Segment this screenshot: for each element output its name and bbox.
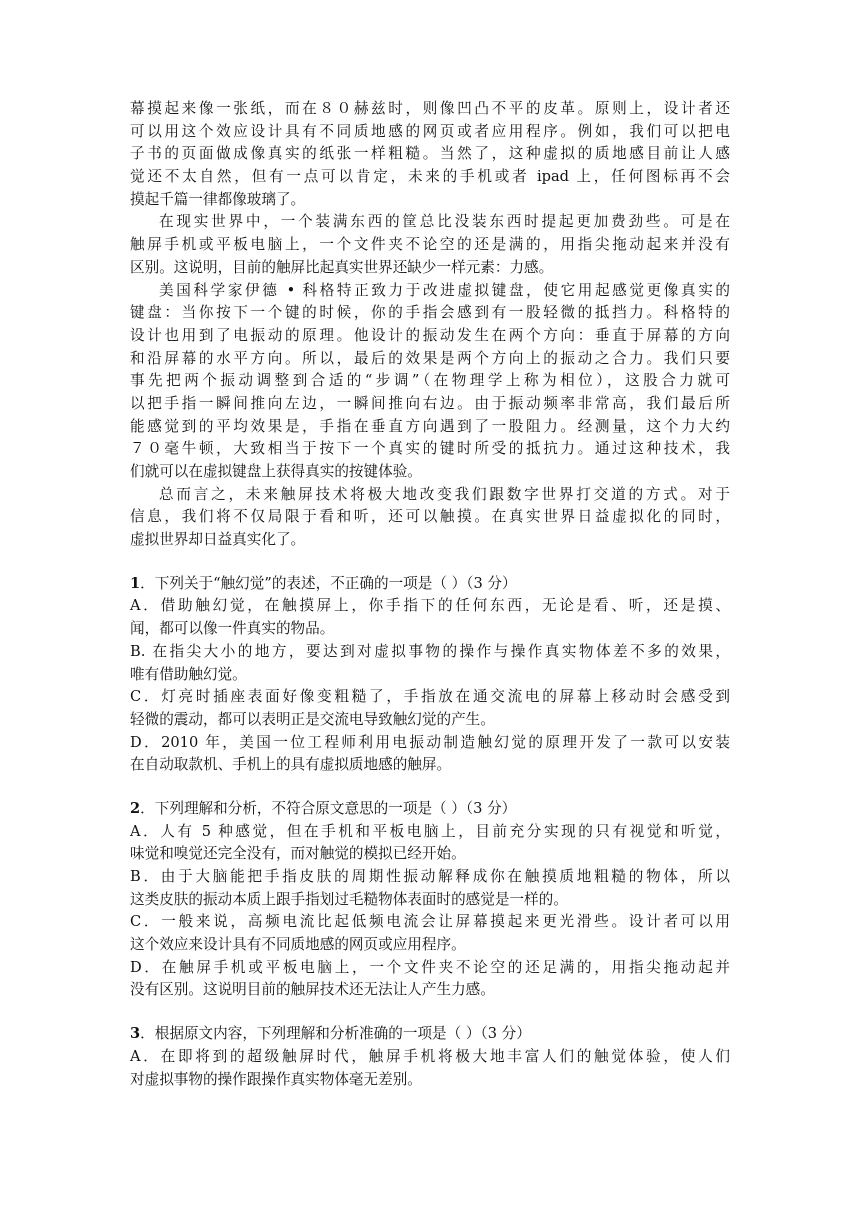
section-gap — [130, 777, 730, 798]
passage-line: 在现实世界中，一个装满东西的筐总比没装东西时提起更加费劲些。可是在 — [159, 213, 730, 231]
option-line: B. 在指尖大小的地方，要达到对虚拟事物的操作与操作真实物体差不多的效果， — [130, 642, 730, 660]
passage-line: 事先把两个振动调整到合适的“步调”（在物理学上称为相位），这股合力就可 — [130, 372, 730, 390]
question-number: 1 — [130, 574, 141, 592]
section-gap — [130, 1002, 730, 1023]
passage-line: 子书的页面做成像真实的纸张一样粗糙。当然了，这种虚拟的质地感目前让人感 — [130, 145, 730, 163]
option-line: B．由于大脑能把手指皮肤的周期性振动解释成你在触摸质地粗糙的物体，所以 — [130, 868, 730, 885]
passage-line: 美国科学家伊德 • 科格特正致力于改进虚拟键盘，使它用起感觉更像真实的 — [159, 281, 730, 299]
question-2 — [130, 798, 730, 1002]
question-stem-text: ．根据原文内容，下列理解和分析准确的一项是（ ）（3 分） — [140, 1025, 531, 1043]
option-line: 没有区别。这说明目前的触屏技术还无法让人产生力感。 — [130, 981, 495, 999]
option-line: A．在即将到的超级触屏时代，触屏手机将极大地丰富人们的触觉体验，使人们 — [130, 1047, 730, 1065]
question-1 — [130, 573, 730, 777]
section-gap — [130, 552, 730, 573]
option-line: A．借助触幻觉，在触摸屏上，你手指下的任何东西，无论是看、听，还是摸、 — [130, 597, 730, 615]
passage-line: 们就可以在虚拟键盘上获得真实的按键体验。 — [130, 463, 422, 480]
passage-paragraph-1 — [130, 98, 730, 211]
question-number: 3 — [130, 1025, 141, 1043]
passage-line: 虚拟世界却日益真实化了。 — [130, 531, 306, 549]
option-line: 对虚拟事物的操作跟操作真实物体毫无差别。 — [130, 1070, 422, 1088]
option-line: D．在触屏手机或平板电脑上，一个文件夹不论空的还足满的，用指尖拖动起并 — [130, 958, 730, 976]
option-line: A．人有 5 种感觉，但在手机和平板电脑上，目前充分实现的只有视觉和听觉， — [130, 822, 730, 840]
question-stem-text: ．下列关于“触幻觉”的表述，不正确的一项是（ ）（3 分） — [140, 574, 517, 592]
passage-line: ７０毫牛顿，大致相当于按下一个真实的键时所受的抵抗力。通过这种技术，我 — [130, 440, 730, 458]
option-line: D．2010 年，美国一位工程师利用电振动制造触幻觉的原理开发了一款可以安装 — [130, 733, 730, 751]
passage-line: 区别。这说明，目前的触屏比起真实世界还缺少一样元素：力感。 — [130, 258, 554, 276]
passage-line: 和沿屏幕的水平方向。所以，最后的效果是两个方向上的振动之合力。我们只要 — [130, 349, 730, 367]
question-stem — [130, 798, 730, 821]
option-line: C．一般来说，高频电流比起低频电流会让屏幕摸起来更光滑些。设计者可以用 — [130, 913, 730, 931]
question-stem — [130, 1023, 730, 1046]
passage-line: 以把手指一瞬间推向左边，一瞬间推向右边。由于振动频率非常高，我们最后所 — [130, 394, 730, 412]
question-stem-text: ．下列理解和分析，不符合原文意思的一项是（ ）（3 分） — [140, 799, 517, 817]
option-line: 味觉和嗅觉还完全没有，而对触觉的模拟已经开始。 — [130, 845, 466, 863]
passage-line: 能感觉到的平均效果是，手指在垂直方向遇到了一股阻力。经测量，这个力大约 — [130, 417, 730, 435]
question-number: 2 — [130, 799, 141, 817]
passage-line: 信息，我们将不仅局限于看和听，还可以触摸。在真实世界日益虚拟化的同时， — [130, 508, 730, 526]
passage-line: 总而言之，未来触屏技术将极大地改变我们跟数字世界打交道的方式。对于 — [159, 485, 730, 503]
passage-line: 键盘：当你按下一个键的时候，你的手指会感到有一股轻微的抵挡力。科格特的 — [130, 304, 730, 322]
passage-line: 设计也用到了电振动的原理。他设计的振动发生在两个方向：垂直于屏幕的方向 — [130, 326, 730, 344]
option-line: 这类皮肤的振动本质上跟手指划过毛糙物体表面时的感觉是一样的。 — [130, 890, 568, 908]
option-line: 唯有借助触幻觉。 — [130, 665, 247, 683]
question-3 — [130, 1023, 730, 1091]
option-line: 轻微的震动，都可以表明正是交流电导致触幻觉的产生。 — [130, 710, 495, 728]
passage-line: 摸起千篇一律都像玻璃了。 — [130, 190, 306, 208]
passage-line: 触屏手机或平板电脑上，一个文件夹不论空的还是满的，用指尖拖动起来并没有 — [130, 236, 730, 254]
document-page — [130, 98, 730, 1091]
option-line: C．灯亮时插座表面好像变粗糙了，手指放在通交流电的屏幕上移动时会感受到 — [130, 688, 730, 706]
option-line: 闻，都可以像一件真实的物品。 — [130, 620, 335, 638]
passage-line: 可以用这个效应设计具有不同质地感的网页或者应用程序。例如，我们可以把电 — [130, 122, 730, 140]
passage-line: 幕摸起来像一张纸，而在８０赫兹时，则像凹凸不平的皮革。原则上，设计者还 — [130, 100, 730, 117]
passage-line: 觉还不太自然，但有一点可以肯定，未来的手机或者 ipad 上，任何图标再不会 — [130, 168, 730, 186]
option-line: 这个效应来设计具有不同质地感的网页或应用程序。 — [130, 936, 466, 954]
passage-paragraph-3 — [130, 280, 730, 484]
question-stem — [130, 573, 730, 596]
passage-paragraph-2 — [130, 211, 730, 279]
option-line: 在自动取款机、手机上的具有虚拟质地感的触屏。 — [130, 756, 452, 774]
passage-paragraph-4 — [130, 484, 730, 552]
